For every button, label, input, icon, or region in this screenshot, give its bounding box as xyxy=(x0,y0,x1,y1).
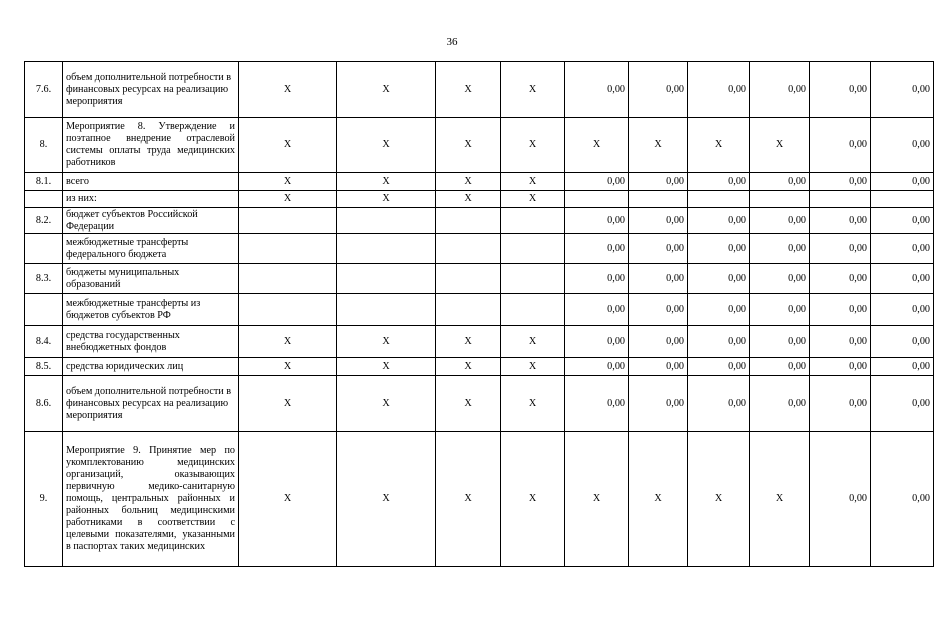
value-cell: X xyxy=(239,358,337,376)
row-description xyxy=(63,208,239,234)
value-cell: 0,00 xyxy=(750,62,810,118)
value-cell: X xyxy=(239,173,337,191)
value-cell: 0,00 xyxy=(565,294,629,326)
value-cell: 0,00 xyxy=(750,326,810,358)
value-cell: X xyxy=(565,118,629,173)
value-cell: 0,00 xyxy=(688,208,750,234)
value-cell xyxy=(688,191,750,208)
value-cell: X xyxy=(565,432,629,567)
value-cell: X xyxy=(239,62,337,118)
value-cell: 0,00 xyxy=(750,376,810,432)
value-cell: X xyxy=(436,432,501,567)
value-cell: 0,00 xyxy=(629,294,688,326)
value-cell xyxy=(629,191,688,208)
value-cell xyxy=(337,234,436,264)
value-cell: 0,00 xyxy=(871,294,934,326)
value-cell xyxy=(239,234,337,264)
value-cell: 0,00 xyxy=(810,326,871,358)
value-cell: 0,00 xyxy=(871,358,934,376)
table-row xyxy=(25,191,934,208)
value-cell xyxy=(810,191,871,208)
row-description-text: бюджеты муниципальных образований xyxy=(66,266,180,290)
value-cell: X xyxy=(436,62,501,118)
value-cell: X xyxy=(501,191,565,208)
row-description-text: межбюджетные трансферты федерального бюджета xyxy=(66,236,189,260)
value-cell: X xyxy=(688,432,750,567)
row-number: 8.4. xyxy=(25,326,63,358)
value-cell: 0,00 xyxy=(871,326,934,358)
value-cell xyxy=(501,264,565,294)
value-cell: 0,00 xyxy=(810,294,871,326)
table-row xyxy=(25,62,934,118)
value-cell: 0,00 xyxy=(629,376,688,432)
value-cell xyxy=(871,191,934,208)
value-cell: X xyxy=(239,191,337,208)
row-description-text: объем дополнительной потребности в финансовых ресурсах на реализацию мероприятия xyxy=(66,71,232,107)
row-description xyxy=(63,432,239,567)
value-cell: 0,00 xyxy=(810,358,871,376)
row-description-text: Мероприятие 9. Принятие мер по укомплектованию медицинских организаций, оказывающих первичную медико-санитарную помощь, центральных районных и районных больниц медицинскими работниками в соответствии с целевыми показателями, указанными в паспортах таких медицинских xyxy=(66,445,235,552)
value-cell: 0,00 xyxy=(565,376,629,432)
table-row xyxy=(25,173,934,191)
value-cell: 0,00 xyxy=(750,358,810,376)
table-row xyxy=(25,234,934,264)
value-cell: 0,00 xyxy=(565,358,629,376)
row-number xyxy=(25,191,63,208)
row-description-text: объем дополнительной потребности в финансовых ресурсах на реализацию мероприятия xyxy=(66,385,232,421)
row-number: 8.6. xyxy=(25,376,63,432)
value-cell: 0,00 xyxy=(871,432,934,567)
row-description xyxy=(63,294,239,326)
value-cell: X xyxy=(337,358,436,376)
value-cell: 0,00 xyxy=(688,358,750,376)
value-cell xyxy=(501,294,565,326)
value-cell xyxy=(501,208,565,234)
value-cell: 0,00 xyxy=(810,208,871,234)
table-row xyxy=(25,432,934,567)
row-description-text: межбюджетные трансферты из бюджетов субъектов РФ xyxy=(66,297,201,321)
value-cell: 0,00 xyxy=(810,173,871,191)
table-row xyxy=(25,208,934,234)
value-cell: X xyxy=(337,326,436,358)
value-cell: X xyxy=(337,118,436,173)
value-cell: 0,00 xyxy=(810,62,871,118)
value-cell: 0,00 xyxy=(629,62,688,118)
value-cell: X xyxy=(337,62,436,118)
value-cell: X xyxy=(436,358,501,376)
value-cell: 0,00 xyxy=(565,208,629,234)
value-cell: 0,00 xyxy=(810,118,871,173)
value-cell: X xyxy=(501,358,565,376)
value-cell: 0,00 xyxy=(565,62,629,118)
row-number: 8.2. xyxy=(25,208,63,234)
row-description-text: средства государственных внебюджетных фондов xyxy=(66,329,180,353)
value-cell: 0,00 xyxy=(750,234,810,264)
value-cell: 0,00 xyxy=(810,432,871,567)
value-cell xyxy=(436,264,501,294)
value-cell: X xyxy=(239,326,337,358)
row-number: 8.3. xyxy=(25,264,63,294)
value-cell: X xyxy=(436,173,501,191)
value-cell: X xyxy=(337,173,436,191)
value-cell: 0,00 xyxy=(871,118,934,173)
value-cell: 0,00 xyxy=(810,376,871,432)
value-cell: X xyxy=(750,118,810,173)
table-row xyxy=(25,264,934,294)
table-row xyxy=(25,294,934,326)
value-cell: 0,00 xyxy=(871,173,934,191)
value-cell: X xyxy=(337,432,436,567)
row-description xyxy=(63,264,239,294)
row-number: 8.1. xyxy=(25,173,63,191)
row-number: 7.6. xyxy=(25,62,63,118)
row-description xyxy=(63,173,239,191)
value-cell: 0,00 xyxy=(629,234,688,264)
value-cell: 0,00 xyxy=(688,62,750,118)
value-cell: 0,00 xyxy=(629,173,688,191)
value-cell xyxy=(239,208,337,234)
value-cell: 0,00 xyxy=(629,264,688,294)
value-cell: 0,00 xyxy=(688,294,750,326)
page-number: 36 xyxy=(446,36,458,48)
value-cell: 0,00 xyxy=(871,62,934,118)
value-cell: 0,00 xyxy=(871,264,934,294)
row-description xyxy=(63,62,239,118)
value-cell: X xyxy=(337,376,436,432)
value-cell xyxy=(239,264,337,294)
row-description xyxy=(63,118,239,173)
value-cell: 0,00 xyxy=(629,208,688,234)
row-number: 8. xyxy=(25,118,63,173)
value-cell: X xyxy=(501,432,565,567)
value-cell: 0,00 xyxy=(750,294,810,326)
value-cell: X xyxy=(436,326,501,358)
value-cell xyxy=(337,294,436,326)
value-cell: 0,00 xyxy=(688,234,750,264)
value-cell: 0,00 xyxy=(565,326,629,358)
value-cell: 0,00 xyxy=(871,234,934,264)
row-description-text: средства юридических лиц xyxy=(66,360,184,372)
value-cell: X xyxy=(436,376,501,432)
row-description xyxy=(63,326,239,358)
value-cell: 0,00 xyxy=(688,326,750,358)
value-cell: X xyxy=(337,191,436,208)
value-cell: X xyxy=(501,326,565,358)
value-cell xyxy=(565,191,629,208)
value-cell: X xyxy=(501,118,565,173)
value-cell: 0,00 xyxy=(629,326,688,358)
value-cell: 0,00 xyxy=(629,358,688,376)
value-cell: 0,00 xyxy=(871,376,934,432)
row-description xyxy=(63,376,239,432)
row-description-text: Мероприятие 8. Утверждение и поэтапное внедрение отраслевой системы оплаты труда медицинских работников xyxy=(66,121,235,168)
row-number xyxy=(25,234,63,264)
value-cell: 0,00 xyxy=(688,264,750,294)
value-cell: 0,00 xyxy=(688,376,750,432)
value-cell: 0,00 xyxy=(565,264,629,294)
value-cell: 0,00 xyxy=(565,234,629,264)
value-cell: X xyxy=(501,62,565,118)
row-number xyxy=(25,294,63,326)
value-cell: 0,00 xyxy=(565,173,629,191)
value-cell: X xyxy=(688,118,750,173)
table-row xyxy=(25,376,934,432)
row-description xyxy=(63,358,239,376)
value-cell: X xyxy=(239,432,337,567)
value-cell: 0,00 xyxy=(810,234,871,264)
value-cell: X xyxy=(501,173,565,191)
value-cell: X xyxy=(436,191,501,208)
value-cell xyxy=(436,208,501,234)
value-cell: 0,00 xyxy=(688,173,750,191)
row-description xyxy=(63,234,239,264)
row-description-text: бюджет субъектов Российской Федерации xyxy=(66,208,198,232)
value-cell: X xyxy=(501,376,565,432)
value-cell: X xyxy=(239,376,337,432)
value-cell: X xyxy=(629,118,688,173)
budget-table xyxy=(24,61,934,567)
value-cell: X xyxy=(629,432,688,567)
value-cell: 0,00 xyxy=(750,208,810,234)
row-number: 9. xyxy=(25,432,63,567)
row-number: 8.5. xyxy=(25,358,63,376)
value-cell: 0,00 xyxy=(750,264,810,294)
row-description-text: из них: xyxy=(66,193,97,204)
value-cell: X xyxy=(750,432,810,567)
value-cell xyxy=(436,234,501,264)
value-cell: 0,00 xyxy=(750,173,810,191)
row-description xyxy=(63,191,239,208)
value-cell xyxy=(436,294,501,326)
value-cell: 0,00 xyxy=(810,264,871,294)
value-cell xyxy=(501,234,565,264)
value-cell xyxy=(337,208,436,234)
value-cell: X xyxy=(239,118,337,173)
table-row xyxy=(25,118,934,173)
row-description-text: всего xyxy=(66,175,89,187)
value-cell xyxy=(337,264,436,294)
table-row xyxy=(25,358,934,376)
value-cell: 0,00 xyxy=(871,208,934,234)
table-row xyxy=(25,326,934,358)
value-cell xyxy=(239,294,337,326)
value-cell xyxy=(750,191,810,208)
value-cell: X xyxy=(436,118,501,173)
